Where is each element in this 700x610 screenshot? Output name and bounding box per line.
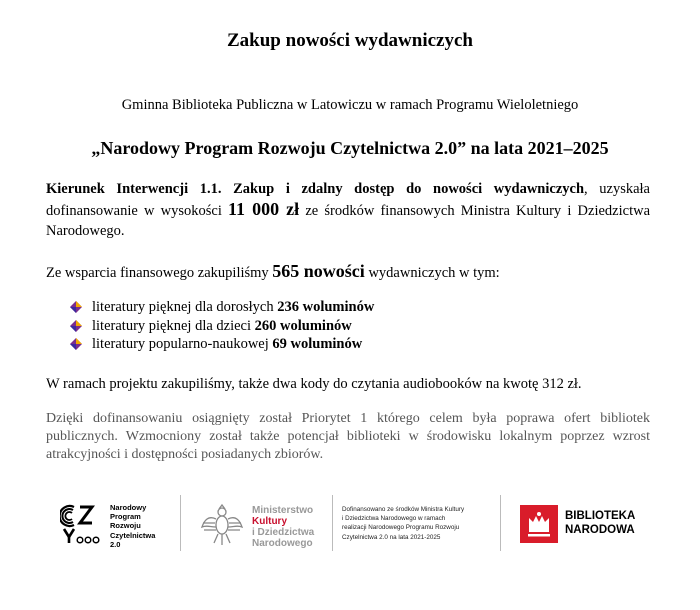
polish-eagle-icon: [200, 503, 244, 547]
volume-list: [70, 298, 374, 354]
gradient-bullet-icon: [70, 338, 82, 350]
biblioteka-narodowa-text: BIBLIOTEKA NARODOWA: [565, 510, 636, 536]
footer-divider: [332, 495, 333, 551]
footer-divider: [500, 495, 501, 551]
funding-amount: 11 000 zł: [228, 199, 300, 219]
footer-logos: [0, 495, 700, 555]
funding-paragraph: Kierunek Interwencji 1.1. Zakup i zdalny dostęp do nowości wydawniczych, uzyskała dofinansowanie w wysokości 11 000 zł ze środków finansowych Ministra Kultury i Dziedzictwa Narodowego.: [46, 181, 650, 239]
gradient-bullet-icon: [70, 320, 82, 332]
list-item: literatury popularno-naukowej 69 woluminów: [70, 335, 374, 354]
crown-icon: [520, 505, 558, 543]
footer-divider: [180, 495, 181, 551]
page-title: Zakup nowości wydawniczych: [227, 30, 473, 51]
gradient-bullet-icon: [70, 301, 82, 313]
intervention-lead: Kierunek Interwencji 1.1. Zakup i zdalny dostęp do nowości wydawniczych: [46, 181, 585, 197]
library-subtitle: Gminna Biblioteka Publiczna w Latowiczu w ramach Programu Wieloletniego: [121, 97, 579, 113]
crown-logo: [520, 505, 558, 543]
nprc-logo-text: Narodowy Program Rozwoju Czytelnictwa 2.0: [110, 503, 156, 549]
purchase-paragraph: Ze wsparcia finansowego zakupiliśmy 565 nowości wydawniczych w tym:: [46, 261, 500, 281]
program-title: „Narodowy Program Rozwoju Czytelnictwa 2.0” na lata 2021–2025: [91, 138, 609, 158]
list-item: literatury pięknej dla dzieci 260 woluminów: [70, 317, 374, 336]
audiobook-paragraph: W ramach projektu zakupiliśmy, także dwa kody do czytania audiobooków na kwotę 312 zł.: [46, 376, 582, 392]
ministry-logo-text: Ministerstwo Kultury i Dziedzictwa Narodowego: [252, 505, 315, 549]
priority-paragraph: Dzięki dofinansowaniu osiągnięty został Priorytet 1 którego celem była poprawa ofert bibliotek publicznych. Wzmocniony został także potencjał biblioteki w środowisku lokalnym poprzez wzrost atrakcyjności i dostępności posiadanych zbiorów.: [46, 411, 650, 462]
nprc-logo: [60, 503, 104, 545]
purchase-count: 565 nowości: [272, 261, 365, 281]
list-item: literatury pięknej dla dorosłych 236 woluminów: [70, 298, 374, 317]
funding-note: Dofinansowano ze środków Ministra Kultury i Dziedzictwa Narodowego w ramach realizacji Narodowego Programu Rozwoju Czytelnictwa 2.0 na lata 2021-2025: [342, 506, 465, 541]
